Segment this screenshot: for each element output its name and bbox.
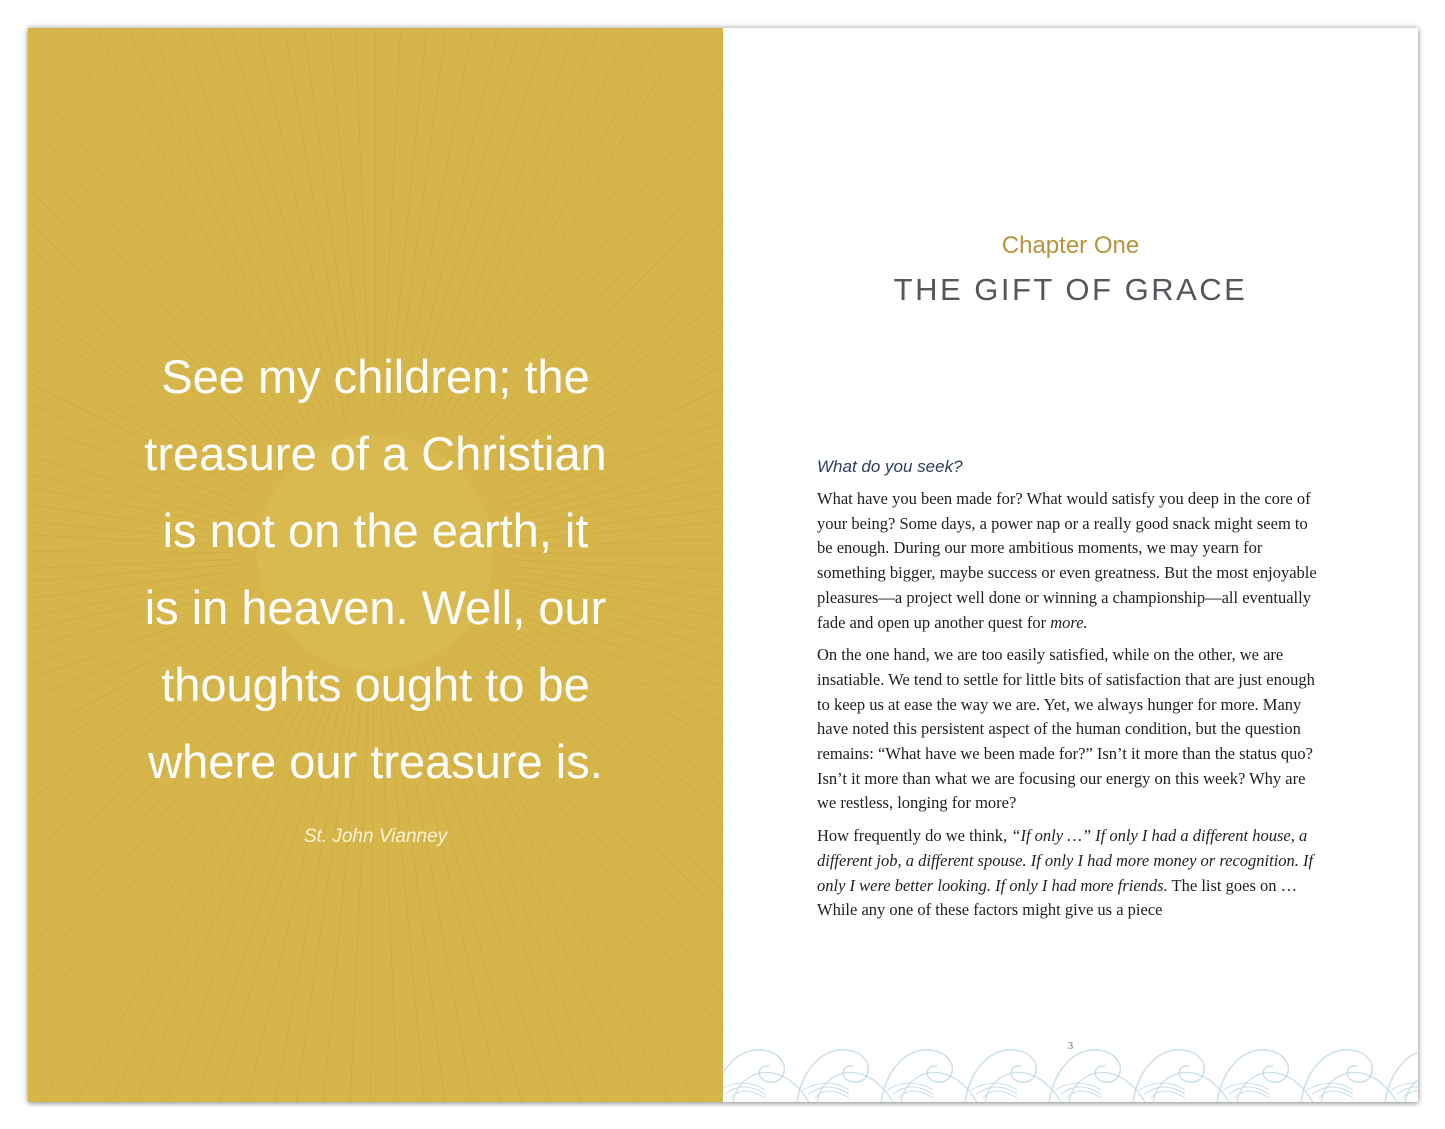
wave-border-ornament	[723, 1012, 1418, 1102]
quote-text	[96, 338, 656, 800]
wave-line	[1403, 1091, 1418, 1098]
quote-line: thoughts ought to be	[161, 658, 590, 711]
quote-line: is in heaven. Well, our	[144, 581, 607, 634]
wave-line	[1229, 1087, 1269, 1094]
wave-line	[1061, 1087, 1101, 1094]
quote-line: See my children; the	[161, 350, 590, 403]
quote-page	[28, 28, 723, 1102]
body-text	[817, 454, 1327, 931]
wave-line	[723, 1083, 765, 1090]
wave-curl	[1133, 1050, 1204, 1102]
wave-curl	[1217, 1050, 1288, 1102]
paragraph: What have you been made for? What would satisfy you deep in the core of your being? Some days, a power nap or a really good snack might seem to be enough. During our more ambitious moments, we may yearn for something bigger, maybe success or even greatness. But the most enjoyable pleasures—a project well done or winning a championship—all eventually fade and open up another quest for more.	[817, 489, 1317, 632]
chapter-page	[723, 28, 1418, 1102]
quote-line: where our treasure is.	[148, 735, 603, 788]
wave-curl	[723, 1050, 784, 1102]
quote-attribution: St. John Vianney	[303, 826, 448, 847]
wave-curl	[1385, 1050, 1418, 1102]
wave-line	[809, 1087, 849, 1094]
wave-line	[977, 1087, 1017, 1094]
paragraph: On the one hand, we are too easily satisfied, while on the other, we are insatiable. We tend to settle for little bits of satisfaction that are just enough to keep us at ease the way we are. Yet, we always hunger for more. Many have noted this persistent aspect of the human condition, but the question remains: “What have we been made for?” Isn’t it more than the status quo? Isn’t it more than what we are focusing our energy on this week? Why are we restless, longing for more?	[817, 645, 1315, 813]
section-subhead: What do you seek?	[817, 457, 963, 476]
quote-line: treasure of a Christian	[144, 427, 607, 480]
wave-curl	[797, 1050, 868, 1102]
book-spread	[28, 28, 1418, 1102]
quote-block	[28, 338, 723, 848]
wave-curl	[1301, 1050, 1372, 1102]
wave-line	[1313, 1087, 1353, 1094]
wave-line	[1145, 1087, 1185, 1094]
paragraph: How frequently do we think, “If only …” If only I had a different house, a different job, a different spouse. If only I had more money or recognition. If only I were better looking. If only I had more friends. The list goes on … While any one of these factors might give us a piece	[817, 826, 1314, 920]
wave-line	[725, 1087, 765, 1094]
wave-curl	[1049, 1050, 1120, 1102]
page-number: 3	[1067, 1040, 1074, 1052]
quote-line: is not on the earth, it	[162, 504, 589, 557]
wave-curl	[881, 1050, 952, 1102]
wave-curl	[965, 1050, 1036, 1102]
chapter-label: Chapter One	[1001, 232, 1140, 259]
chapter-title: THE GIFT OF GRACE	[893, 272, 1248, 307]
wave-line	[893, 1087, 933, 1094]
